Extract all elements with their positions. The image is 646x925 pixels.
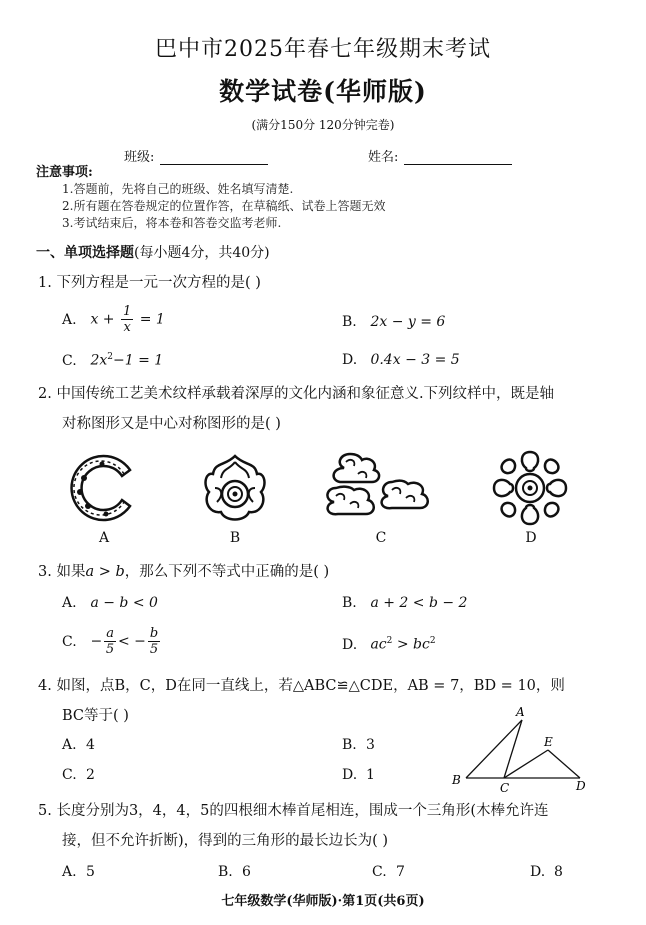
q1-option-d[interactable]	[342, 352, 460, 368]
exam-title: 巴中市2025年春七年级期末考试	[155, 37, 491, 62]
numerator: a	[106, 626, 114, 641]
option-label: C.	[62, 352, 77, 369]
option-math: −1 = 1	[113, 352, 164, 369]
question-stem: 如果	[56, 564, 86, 580]
option-label: B.	[218, 864, 233, 880]
point-e-label: E	[544, 735, 553, 749]
figure-label-d: D	[525, 530, 537, 546]
q1-option-c[interactable]	[62, 352, 163, 369]
question-number: 5.	[38, 803, 52, 819]
option-label: A.	[62, 311, 77, 328]
option-value: 2	[86, 767, 95, 783]
option-math: a − b < 0	[90, 595, 158, 611]
note-item: 3.考试结束后，将本卷和答卷交监考老师.	[62, 216, 282, 230]
notes-title: 注意事项:	[36, 165, 93, 180]
option-label: A.	[62, 864, 77, 880]
q1-option-b[interactable]	[342, 314, 445, 330]
point-b-label: B	[452, 773, 461, 787]
fraction	[121, 304, 133, 335]
page-footer: 七年级数学(华师版)·第1页(共6页)	[221, 894, 425, 909]
option-label: D.	[530, 864, 546, 880]
class-blank[interactable]	[160, 152, 268, 165]
class-label: 班级:	[124, 150, 155, 165]
question-1	[38, 273, 261, 293]
question-3	[38, 562, 329, 582]
question-4-line2: BC等于( )	[62, 708, 129, 724]
denominator: x	[123, 320, 131, 335]
exponent: 2	[386, 636, 393, 646]
q3-option-a[interactable]	[62, 595, 158, 611]
question-number: 3.	[38, 564, 52, 580]
name-blank[interactable]	[404, 152, 512, 165]
option-label: B.	[342, 314, 357, 330]
question-stem: 如图，点B，C，D在同一直线上，若△ABC≌△CDE，AB = 7，BD = 10，则	[56, 678, 565, 694]
note-item: 1.答题前，先将自己的班级、姓名填写清楚.	[62, 182, 294, 196]
option-math: 0.4x − 3 = 5	[370, 352, 460, 368]
exponent: 2	[107, 352, 113, 362]
question-number: 2.	[38, 386, 52, 402]
question-4	[38, 676, 565, 696]
question-number: 1.	[38, 275, 52, 291]
q4-option-d[interactable]	[342, 767, 375, 783]
option-label: D.	[342, 352, 358, 368]
option-math: ac	[370, 636, 387, 653]
point-a-label: A	[516, 705, 525, 719]
pattern-b-icon	[195, 448, 275, 528]
paper-title: 数学试卷(华师版)	[219, 77, 427, 106]
option-math: > bc	[392, 636, 430, 653]
question-stem: 中国传统工艺美术纹样承载着深厚的文化内涵和象征意义.下列纹样中，既是轴	[56, 386, 555, 402]
option-math: x +	[90, 311, 115, 328]
question-5-line2: 接，但不允许折断)，得到的三角形的最长边长为( )	[62, 833, 389, 849]
pattern-c-icon	[322, 448, 432, 528]
figure-label-b: B	[229, 530, 241, 546]
denominator: 5	[149, 642, 159, 657]
option-math: = 1	[139, 311, 165, 328]
option-math: a + 2 < b − 2	[370, 595, 468, 611]
option-value: 8	[554, 864, 563, 880]
point-c-label: C	[500, 781, 510, 794]
q5-option-a[interactable]	[62, 864, 95, 880]
q4-option-c[interactable]	[62, 767, 95, 783]
section-note: (每小题4分，共40分)	[134, 245, 270, 261]
option-label: C.	[62, 633, 77, 650]
figure-label-c: C	[375, 530, 387, 546]
question-2	[38, 384, 554, 404]
question-stem: 下列方程是一元一次方程的是( )	[56, 275, 261, 291]
section-number: 一、	[36, 245, 64, 261]
figure-label-a: A	[98, 530, 110, 546]
question-2-line2: 对称图形又是中心对称图形的是( )	[62, 416, 281, 432]
exponent: 2	[429, 636, 436, 646]
section-heading	[36, 242, 270, 262]
triangle-figure	[448, 704, 598, 794]
q3-option-c[interactable]: C. − $\frac{a}{5}$ < − $\frac{b}{5}$	[62, 626, 159, 657]
option-value: 1	[366, 767, 375, 783]
denominator: 5	[105, 642, 115, 657]
q4-option-b[interactable]	[342, 737, 375, 753]
fraction	[148, 626, 160, 657]
option-math: <	[117, 633, 130, 650]
option-label: C.	[372, 864, 387, 880]
q5-option-b[interactable]	[218, 864, 251, 880]
option-math: 2x	[90, 352, 108, 369]
option-math: 2x − y = 6	[370, 314, 446, 330]
option-label: D.	[342, 767, 358, 783]
option-label: A.	[62, 737, 77, 753]
option-value: 4	[86, 737, 95, 753]
question-stem: ，那么下列不等式中正确的是( )	[124, 564, 330, 580]
option-value: 7	[396, 864, 405, 880]
numerator: 1	[122, 304, 132, 319]
option-label: C.	[62, 767, 77, 783]
question-5	[38, 801, 549, 821]
q3-option-d[interactable]	[342, 636, 436, 653]
option-label: D.	[342, 636, 358, 653]
option-label: A.	[62, 595, 77, 611]
option-value: 6	[242, 864, 251, 880]
q3-option-b[interactable]	[342, 595, 467, 611]
numerator: b	[149, 626, 159, 641]
q5-option-d[interactable]	[530, 864, 563, 880]
pattern-a-icon	[62, 448, 142, 528]
pattern-d-icon	[490, 448, 570, 528]
q1-option-a[interactable]	[62, 304, 165, 335]
question-math: a > b	[85, 564, 125, 580]
line-ed	[548, 750, 580, 778]
name-label: 姓名:	[368, 150, 399, 165]
class-field[interactable]	[124, 146, 268, 165]
question-number: 4.	[38, 678, 52, 694]
option-label: B.	[342, 737, 357, 753]
note-item: 2.所有题在答卷规定的位置作答，在草稿纸、试卷上答题无效	[62, 199, 386, 213]
point-d-label: D	[576, 779, 586, 793]
option-value: 3	[366, 737, 375, 753]
section-title: 单项选择题	[64, 245, 134, 261]
line-ce	[504, 750, 548, 778]
question-stem: 长度分别为3，4，4，5的四根细木棒首尾相连，围成一个三角形(木棒允许连	[56, 803, 549, 819]
option-value: 5	[86, 864, 95, 880]
q4-option-a[interactable]	[62, 737, 95, 753]
fraction	[104, 626, 116, 657]
exam-subtitle: (满分150分 120分钟完卷)	[251, 118, 395, 132]
name-field[interactable]	[368, 146, 512, 165]
option-label: B.	[342, 595, 357, 611]
q5-option-c[interactable]	[372, 864, 405, 880]
